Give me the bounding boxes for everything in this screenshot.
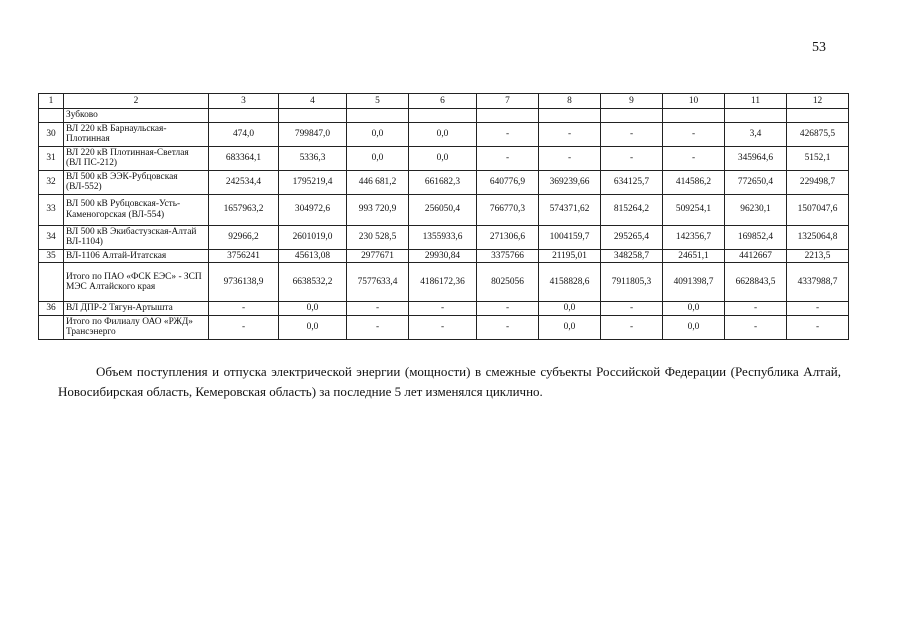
cell-value: -: [477, 315, 539, 339]
column-header-3: 3: [209, 94, 279, 109]
row-index: 30: [39, 122, 64, 146]
cell-value: 1795219,4: [279, 170, 347, 194]
cell-value: [663, 109, 725, 123]
table-body: [39, 109, 849, 340]
cell-value: 3,4: [725, 122, 787, 146]
cell-value: 2601019,0: [279, 225, 347, 249]
cell-value: 2213,5: [787, 249, 849, 263]
table-row: [39, 315, 849, 339]
cell-value: [409, 109, 477, 123]
cell-value: 993 720,9: [347, 194, 409, 225]
table-row: [39, 170, 849, 194]
line-name: ВЛ-1106 Алтай-Итатская: [64, 249, 209, 263]
cell-value: 21195,01: [539, 249, 601, 263]
cell-value: 0,0: [539, 302, 601, 316]
cell-value: 4337988,7: [787, 263, 849, 302]
cell-value: [347, 109, 409, 123]
cell-value: 683364,1: [209, 146, 279, 170]
cell-value: -: [477, 122, 539, 146]
column-header-10: 10: [663, 94, 725, 109]
cell-value: -: [663, 146, 725, 170]
cell-value: 295265,4: [601, 225, 663, 249]
cell-value: 4158828,6: [539, 263, 601, 302]
cell-value: -: [601, 122, 663, 146]
column-header-6: 6: [409, 94, 477, 109]
cell-value: 8025056: [477, 263, 539, 302]
cell-value: 6628843,5: [725, 263, 787, 302]
cell-value: 6638532,2: [279, 263, 347, 302]
cell-value: -: [725, 302, 787, 316]
cell-value: -: [409, 315, 477, 339]
row-index: 36: [39, 302, 64, 316]
table-row: [39, 122, 849, 146]
cell-value: 5152,1: [787, 146, 849, 170]
cell-value: 772650,4: [725, 170, 787, 194]
cell-value: 0,0: [347, 146, 409, 170]
cell-value: 5336,3: [279, 146, 347, 170]
cell-value: 0,0: [663, 315, 725, 339]
cell-value: 142356,7: [663, 225, 725, 249]
cell-value: 29930,84: [409, 249, 477, 263]
cell-value: -: [601, 146, 663, 170]
cell-value: 634125,7: [601, 170, 663, 194]
cell-value: 0,0: [409, 146, 477, 170]
cell-value: 3375766: [477, 249, 539, 263]
cell-value: 799847,0: [279, 122, 347, 146]
cell-value: 4412667: [725, 249, 787, 263]
table-row: [39, 225, 849, 249]
column-header-9: 9: [601, 94, 663, 109]
cell-value: 369239,66: [539, 170, 601, 194]
cell-value: 426875,5: [787, 122, 849, 146]
column-header-11: 11: [725, 94, 787, 109]
cell-value: 96230,1: [725, 194, 787, 225]
cell-value: 1004159,7: [539, 225, 601, 249]
cell-value: 0,0: [279, 302, 347, 316]
cell-value: -: [347, 315, 409, 339]
cell-value: [787, 109, 849, 123]
cell-value: [209, 109, 279, 123]
cell-value: 1355933,6: [409, 225, 477, 249]
cell-value: [539, 109, 601, 123]
cell-value: 1507047,6: [787, 194, 849, 225]
cell-value: 271306,6: [477, 225, 539, 249]
line-name: Итого по Филиалу ОАО «РЖД» Трансэнерго: [64, 315, 209, 339]
line-name: ВЛ 220 кВ Плотинная-Светлая (ВЛ ПС-212): [64, 146, 209, 170]
cell-value: -: [787, 302, 849, 316]
row-index: 31: [39, 146, 64, 170]
cell-value: 766770,3: [477, 194, 539, 225]
cell-value: 815264,2: [601, 194, 663, 225]
cell-value: 92966,2: [209, 225, 279, 249]
cell-value: 304972,6: [279, 194, 347, 225]
column-header-5: 5: [347, 94, 409, 109]
row-index: 32: [39, 170, 64, 194]
row-index: [39, 263, 64, 302]
cell-value: 0,0: [279, 315, 347, 339]
table-row: [39, 249, 849, 263]
cell-value: 1325064,8: [787, 225, 849, 249]
cell-value: 1657963,2: [209, 194, 279, 225]
cell-value: 474,0: [209, 122, 279, 146]
cell-value: -: [787, 315, 849, 339]
cell-value: 7911805,3: [601, 263, 663, 302]
cell-value: [279, 109, 347, 123]
cell-value: 0,0: [663, 302, 725, 316]
cell-value: -: [601, 315, 663, 339]
cell-value: [725, 109, 787, 123]
line-name: ВЛ 220 кВ Барнаульская-Плотинная: [64, 122, 209, 146]
body-paragraph: Объем поступления и отпуска электрической энергии (мощности) в смежные субъекты Российской Федерации (Республика Алтай, Новосибирская область, Кемеровская область) за последние 5 лет изменялся циклично.: [58, 364, 841, 399]
cell-value: 0,0: [539, 315, 601, 339]
cell-value: 0,0: [347, 122, 409, 146]
cell-value: 661682,3: [409, 170, 477, 194]
line-name: Итого по ПАО «ФСК ЕЭС» - ЗСП МЭС Алтайского края: [64, 263, 209, 302]
line-name: ВЛ 500 кВ Экибастузская-Алтай ВЛ-1104): [64, 225, 209, 249]
column-header-1: 1: [39, 94, 64, 109]
cell-value: -: [209, 302, 279, 316]
column-header-12: 12: [787, 94, 849, 109]
cell-value: 640776,9: [477, 170, 539, 194]
cell-value: 4186172,36: [409, 263, 477, 302]
cell-value: 9736138,9: [209, 263, 279, 302]
cell-value: 230 528,5: [347, 225, 409, 249]
table-header-row: [39, 94, 849, 109]
column-header-7: 7: [477, 94, 539, 109]
cell-value: -: [601, 302, 663, 316]
cell-value: [601, 109, 663, 123]
page-number: 53: [812, 40, 826, 55]
cell-value: 45613,08: [279, 249, 347, 263]
cell-value: 0,0: [409, 122, 477, 146]
cell-value: 229498,7: [787, 170, 849, 194]
table-row: [39, 146, 849, 170]
cell-value: [477, 109, 539, 123]
cell-value: -: [725, 315, 787, 339]
cell-value: -: [347, 302, 409, 316]
cell-value: 24651,1: [663, 249, 725, 263]
cell-value: 7577633,4: [347, 263, 409, 302]
column-header-2: 2: [64, 94, 209, 109]
line-name: ВЛ ДПР-2 Тягун-Артышта: [64, 302, 209, 316]
cell-value: 574371,62: [539, 194, 601, 225]
cell-value: -: [539, 122, 601, 146]
cell-value: 256050,4: [409, 194, 477, 225]
cell-value: 169852,4: [725, 225, 787, 249]
cell-value: 414586,2: [663, 170, 725, 194]
cell-value: -: [477, 146, 539, 170]
row-index: [39, 315, 64, 339]
cell-value: -: [409, 302, 477, 316]
line-name: ВЛ 500 кВ Рубцовская-Усть-Каменогорская (ВЛ-554): [64, 194, 209, 225]
table-row: [39, 109, 849, 123]
table-row: [39, 194, 849, 225]
cell-value: 2977671: [347, 249, 409, 263]
cell-value: 242534,4: [209, 170, 279, 194]
row-index: 35: [39, 249, 64, 263]
cell-value: 446 681,2: [347, 170, 409, 194]
cell-value: 3756241: [209, 249, 279, 263]
row-index: 34: [39, 225, 64, 249]
table-row: [39, 263, 849, 302]
row-index: 33: [39, 194, 64, 225]
column-header-4: 4: [279, 94, 347, 109]
line-name: ВЛ 500 кВ ЭЭК-Рубцовская (ВЛ-552): [64, 170, 209, 194]
cell-value: 4091398,7: [663, 263, 725, 302]
energy-flow-table: [38, 93, 849, 340]
cell-value: 509254,1: [663, 194, 725, 225]
cell-value: -: [539, 146, 601, 170]
cell-value: -: [477, 302, 539, 316]
cell-value: -: [209, 315, 279, 339]
line-name: Зубково: [64, 109, 209, 123]
cell-value: 348258,7: [601, 249, 663, 263]
cell-value: 345964,6: [725, 146, 787, 170]
row-index: [39, 109, 64, 123]
table-row: [39, 302, 849, 316]
column-header-8: 8: [539, 94, 601, 109]
cell-value: -: [663, 122, 725, 146]
